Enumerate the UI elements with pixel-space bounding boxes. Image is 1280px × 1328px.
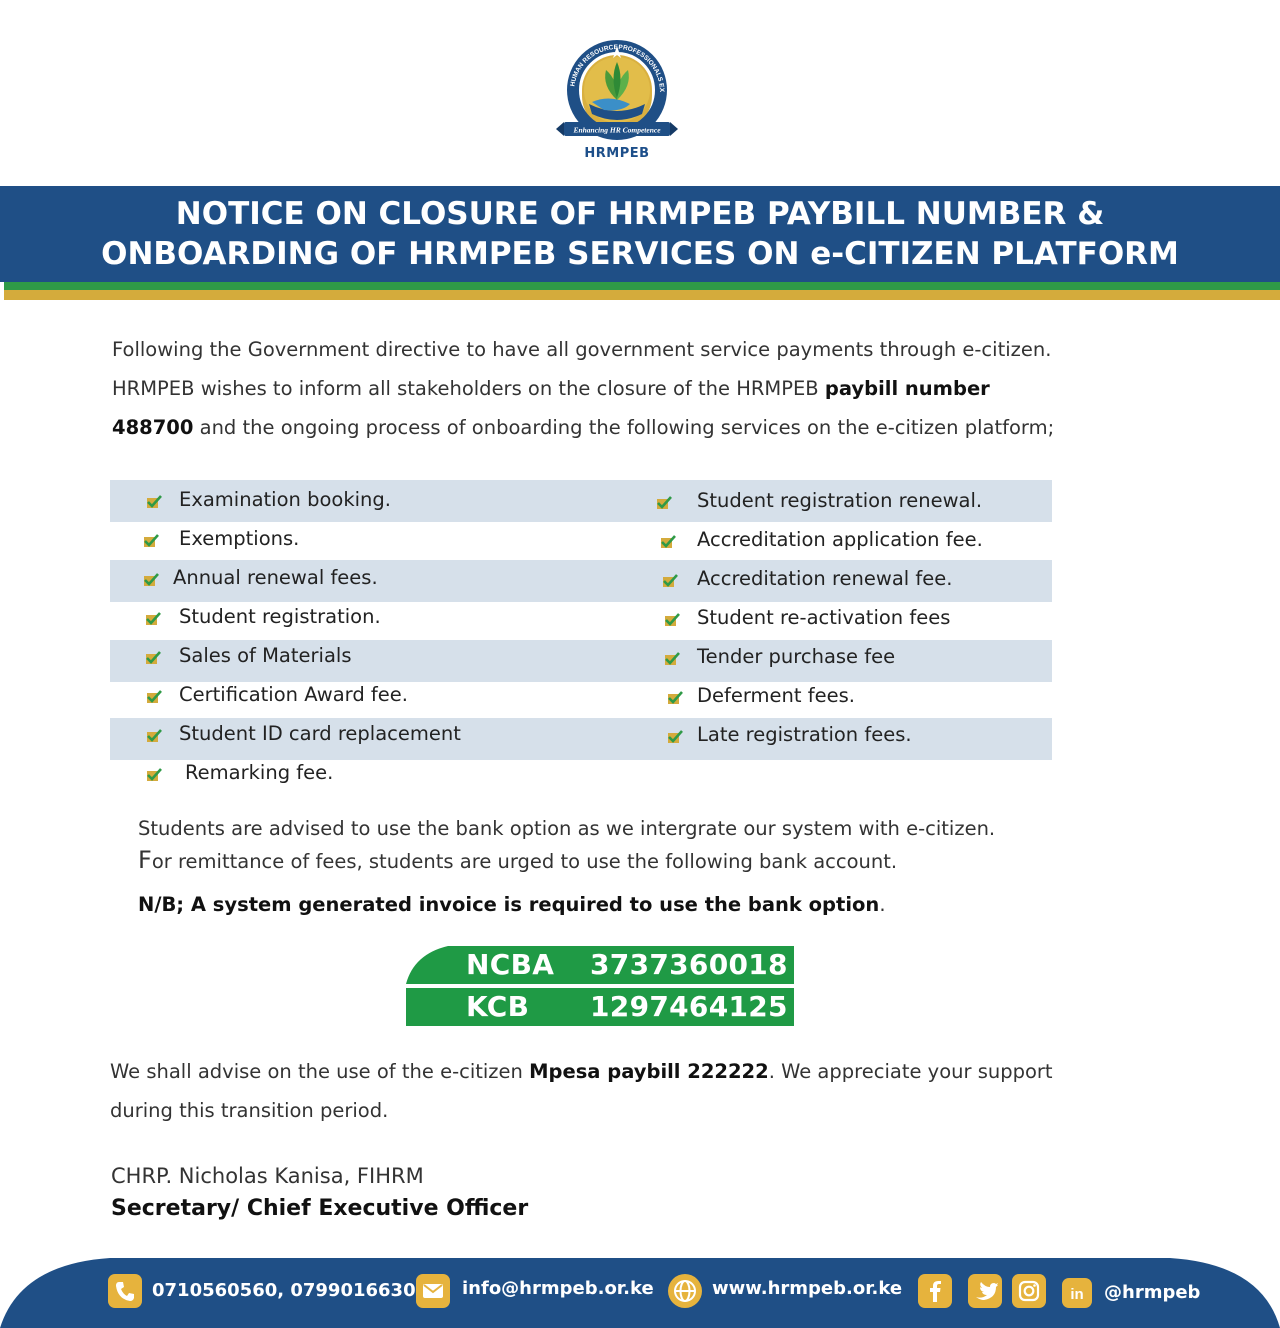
checkmark-icon xyxy=(667,729,683,743)
nb-note xyxy=(138,892,886,918)
closing-mpesa-paybill: Mpesa paybill 222222 xyxy=(529,1060,769,1083)
intro-paragraph xyxy=(112,330,1212,447)
checkmark-icon xyxy=(656,495,672,509)
footer-social-handle[interactable]: @hrmpeb xyxy=(1104,1282,1201,1303)
nb-note-end: . xyxy=(879,893,886,916)
contact-footer xyxy=(0,1258,1280,1328)
globe-icon xyxy=(668,1274,702,1308)
logo-ring-text-right: PROFESSIONALS EX xyxy=(618,43,666,93)
closing-line2: during this transition period. xyxy=(110,1099,389,1122)
advice-line2-capital: F xyxy=(138,846,152,874)
signatory-name: CHRP. Nicholas Kanisa, FIHRM xyxy=(111,1164,424,1188)
checkmark-icon xyxy=(145,611,161,625)
advice-line2 xyxy=(138,847,897,875)
service-item: Tender purchase fee xyxy=(697,645,896,668)
checkmark-icon xyxy=(146,767,162,781)
intro-paybill-number: 488700 xyxy=(112,416,194,439)
service-item: Accreditation renewal fee. xyxy=(697,567,953,590)
checkmark-icon xyxy=(143,533,159,547)
checkmark-icon xyxy=(145,650,161,664)
checkmark-icon xyxy=(667,690,683,704)
nb-note-bold: N/B; A system generated invoice is required to use the bank option xyxy=(138,893,880,916)
bank-account-number: 3737360018 xyxy=(590,948,788,981)
service-item: Student re-activation fees xyxy=(697,606,951,629)
checkmark-icon xyxy=(664,651,680,665)
facebook-icon[interactable] xyxy=(918,1274,952,1308)
service-item: Remarking fee. xyxy=(185,761,334,784)
checkmark-icon xyxy=(146,728,162,742)
service-item: Annual renewal fees. xyxy=(173,566,378,589)
service-item: Accreditation application fee. xyxy=(697,528,983,551)
service-item: Examination booking. xyxy=(179,488,391,511)
linkedin-icon[interactable] xyxy=(1062,1278,1092,1308)
intro-line2-text: HRMPEB wishes to inform all stakeholders on the closure of the HRMPEB xyxy=(112,377,825,400)
instagram-icon[interactable] xyxy=(1012,1274,1046,1308)
signatory-title: Secretary/ Chief Executive Officer xyxy=(111,1196,529,1221)
service-item: Certification Award fee. xyxy=(179,683,408,706)
closing-text-a: We shall advise on the use of the e-citizen xyxy=(110,1060,530,1083)
logo-ring-text-left: HUMAN RESOURCE xyxy=(569,43,619,87)
intro-line3 xyxy=(112,408,1212,447)
intro-paybill-label: paybill number xyxy=(824,377,990,400)
logo-motto: Enhancing HR Competence xyxy=(573,125,661,135)
notice-title xyxy=(0,186,1280,274)
footer-website[interactable]: www.hrmpeb.or.ke xyxy=(712,1278,903,1299)
logo-name: HRMPEB xyxy=(584,146,650,161)
phone-icon xyxy=(108,1274,142,1308)
checkmark-icon xyxy=(146,689,162,703)
checkmark-icon xyxy=(660,534,676,548)
logo-emblem-icon xyxy=(552,18,682,148)
service-item: Student registration. xyxy=(179,605,381,628)
green-stripe xyxy=(4,282,1280,290)
checkmark-icon xyxy=(143,572,159,586)
twitter-icon[interactable] xyxy=(968,1274,1002,1308)
bank-account-number: 1297464125 xyxy=(590,990,788,1023)
service-item: Exemptions. xyxy=(179,527,300,550)
bank-accounts-table xyxy=(406,946,794,1026)
service-item: Sales of Materials xyxy=(179,644,352,667)
service-item: Deferment fees. xyxy=(697,684,855,707)
service-item: Late registration fees. xyxy=(697,723,912,746)
checkmark-icon xyxy=(146,494,162,508)
mail-icon xyxy=(416,1274,450,1308)
advice-line1: Students are advised to use the bank option as we intergrate our system with e-citizen. xyxy=(138,817,996,840)
gold-stripe xyxy=(4,290,1280,300)
intro-line3-text: and the ongoing process of onboarding the following services on the e-citizen platform; xyxy=(193,416,1055,439)
service-item: Student ID card replacement xyxy=(179,722,461,745)
notice-banner xyxy=(0,186,1280,282)
notice-title-line2: ONBOARDING OF HRMPEB SERVICES ON e-CITIZEN PLATFORM xyxy=(101,236,1179,272)
closing-paragraph xyxy=(110,1052,1210,1130)
checkmark-icon xyxy=(664,612,680,626)
svg-text:in: in xyxy=(1070,1286,1084,1303)
closing-line1 xyxy=(110,1052,1210,1091)
intro-line2 xyxy=(112,369,1212,408)
closing-text-b: . We appreciate your support xyxy=(768,1060,1053,1083)
advice-line2-text: or remittance of fees, students are urged to use the following bank account. xyxy=(151,850,898,873)
notice-title-line1: NOTICE ON CLOSURE OF HRMPEB PAYBILL NUMBER & xyxy=(175,196,1105,232)
intro-line1: Following the Government directive to have all government service payments through e-citizen. xyxy=(112,338,1052,361)
checkmark-icon xyxy=(662,573,678,587)
bank-name: KCB xyxy=(466,990,530,1023)
bank-name: NCBA xyxy=(466,948,555,981)
service-item: Student registration renewal. xyxy=(697,489,983,512)
footer-phones[interactable]: 0710560560, 0799016630 xyxy=(152,1280,416,1301)
footer-email[interactable]: info@hrmpeb.or.ke xyxy=(462,1278,654,1299)
